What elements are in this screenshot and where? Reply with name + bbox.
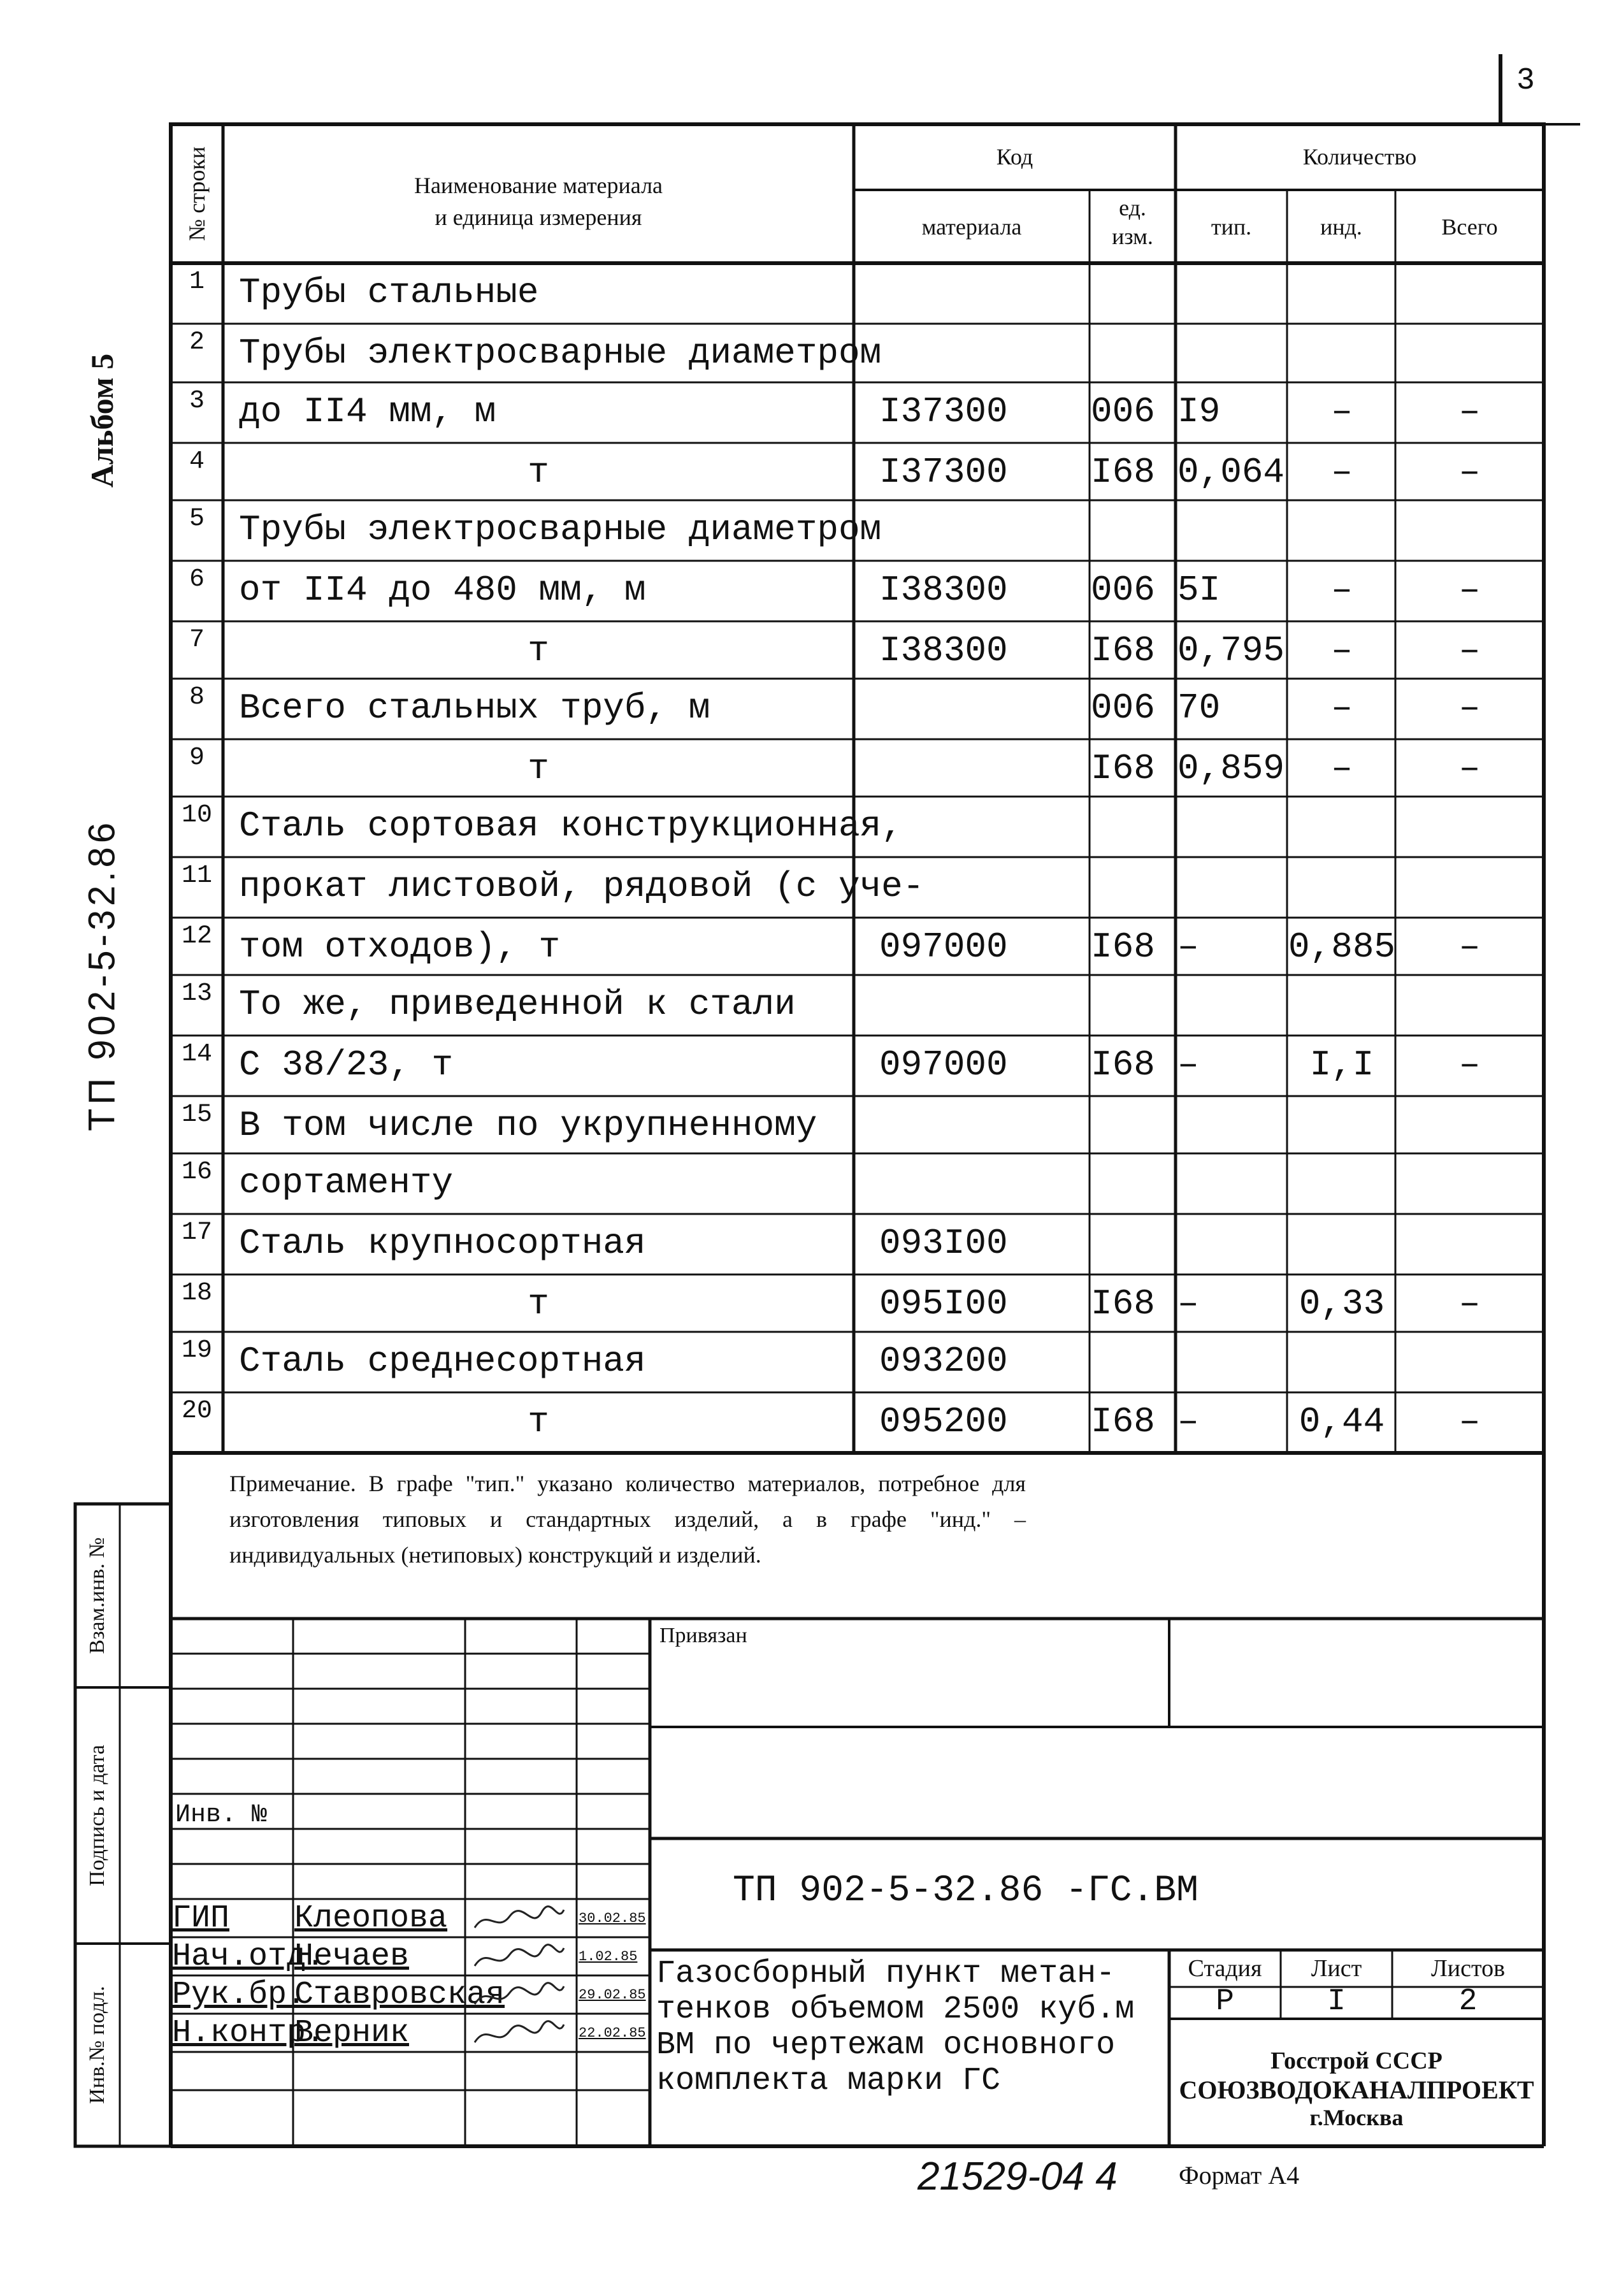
qty-typ: 70 bbox=[1177, 688, 1221, 728]
qty-ind: I,I bbox=[1309, 1044, 1374, 1085]
inventory-number-suffix: 4 bbox=[1095, 2155, 1118, 2199]
material-code: 093200 bbox=[879, 1341, 1008, 1382]
material-name: том отходов), т bbox=[239, 927, 561, 967]
material-name: Сталь среднесортная bbox=[239, 1341, 646, 1382]
unit-code bbox=[1091, 857, 1176, 916]
material-name: т bbox=[528, 1283, 549, 1324]
material-name: Сталь сортовая конструкционная, bbox=[239, 805, 903, 846]
material-code bbox=[879, 797, 1090, 856]
material-code: 093I00 bbox=[879, 1223, 1008, 1264]
qty-typ: 0,064 bbox=[1177, 452, 1285, 493]
qty-total: – bbox=[1458, 688, 1481, 728]
staff-name: Клеопова bbox=[294, 1900, 448, 1937]
material-code: 097000 bbox=[879, 927, 1008, 967]
title-line-3: ВМ по чертежам основного bbox=[656, 2027, 1116, 2063]
row-number: 5 bbox=[189, 505, 205, 533]
row-number: 11 bbox=[181, 862, 212, 890]
qty-ind bbox=[1288, 975, 1395, 1034]
qty-typ: – bbox=[1177, 1401, 1199, 1442]
material-name: С 38/23, т bbox=[239, 1044, 454, 1085]
qty-ind bbox=[1288, 1096, 1395, 1155]
staff-date: 30.02.85 bbox=[579, 1910, 646, 1926]
inventory-number-main: 21529-04 bbox=[917, 2155, 1085, 2199]
header-typ: тип. bbox=[1211, 214, 1252, 240]
org-city: г.Москва bbox=[1309, 2105, 1404, 2130]
qty-total bbox=[1395, 1214, 1544, 1273]
handwritten-signature bbox=[471, 1943, 567, 1975]
unit-code: 006 bbox=[1091, 688, 1155, 728]
row-number: 20 bbox=[181, 1397, 212, 1426]
header-quantity: Количество bbox=[1302, 144, 1417, 170]
qty-total: – bbox=[1458, 1283, 1481, 1324]
qty-total: – bbox=[1458, 452, 1481, 493]
qty-total: – bbox=[1458, 748, 1481, 789]
material-code bbox=[879, 1153, 1090, 1213]
qty-ind bbox=[1288, 797, 1395, 856]
row-number: 6 bbox=[189, 565, 205, 594]
qty-total bbox=[1395, 975, 1544, 1034]
inv-number-label: Инв. № bbox=[175, 1801, 268, 1830]
material-code: I38300 bbox=[879, 570, 1008, 610]
qty-total: – bbox=[1458, 1401, 1481, 1442]
qty-total bbox=[1395, 263, 1544, 322]
qty-typ: 0,795 bbox=[1177, 630, 1285, 671]
row-number: 9 bbox=[189, 744, 205, 772]
qty-total bbox=[1395, 1332, 1544, 1391]
row-number: 16 bbox=[181, 1158, 212, 1187]
qty-ind: – bbox=[1331, 630, 1353, 671]
material-code bbox=[879, 263, 1090, 322]
qty-ind bbox=[1288, 1214, 1395, 1273]
material-code bbox=[879, 857, 1090, 916]
unit-code bbox=[1091, 263, 1176, 322]
header-name-line2: и единица измерения bbox=[435, 205, 642, 230]
unit-code: I68 bbox=[1091, 748, 1155, 789]
material-code bbox=[879, 1096, 1090, 1155]
qty-typ: I9 bbox=[1177, 391, 1221, 432]
staff-date: 29.02.85 bbox=[579, 1987, 646, 2003]
row-number: 7 bbox=[189, 626, 205, 654]
unit-code: I68 bbox=[1091, 630, 1155, 671]
material-name: Всего стальных труб, м bbox=[239, 688, 710, 728]
header-material: материала bbox=[921, 214, 1022, 240]
qty-ind: – bbox=[1331, 391, 1353, 432]
material-name: сортаменту bbox=[239, 1162, 454, 1203]
qty-ind bbox=[1288, 263, 1395, 322]
staff-name: Ставровская bbox=[294, 1977, 505, 2013]
qty-typ: – bbox=[1177, 1044, 1199, 1085]
staff-role: Нач.отд. bbox=[172, 1939, 326, 1975]
staff-name: Верник bbox=[294, 2015, 410, 2051]
title-line-2: тенков объемом 2500 куб.м bbox=[656, 1991, 1135, 2028]
stage-label: Стадия bbox=[1188, 1955, 1262, 1982]
qty-typ bbox=[1177, 324, 1287, 383]
handwritten-signature bbox=[471, 2019, 567, 2052]
unit-code: I68 bbox=[1091, 927, 1155, 967]
qty-ind bbox=[1288, 324, 1395, 383]
qty-ind: – bbox=[1331, 748, 1353, 789]
material-code: 095I00 bbox=[879, 1283, 1008, 1324]
handwritten-signature bbox=[471, 1981, 567, 2014]
project-code-side: ТП 902-5-32.86 bbox=[81, 818, 123, 1132]
privyazan-label: Привязан bbox=[659, 1624, 747, 1647]
vzam-inv-label: Взам.инв. № bbox=[85, 1537, 109, 1654]
qty-typ bbox=[1177, 1096, 1287, 1155]
material-name: В том числе по укрупненному bbox=[239, 1105, 817, 1146]
qty-ind: – bbox=[1331, 570, 1353, 610]
qty-typ bbox=[1177, 857, 1287, 916]
unit-code: 006 bbox=[1091, 391, 1155, 432]
org-ministry: Госстрой СССР bbox=[1270, 2047, 1443, 2074]
qty-total: – bbox=[1458, 570, 1481, 610]
qty-ind: – bbox=[1331, 688, 1353, 728]
material-code: I37300 bbox=[879, 452, 1008, 493]
row-number: 15 bbox=[181, 1101, 212, 1129]
qty-typ bbox=[1177, 975, 1287, 1034]
unit-code bbox=[1091, 1332, 1176, 1391]
unit-code bbox=[1091, 1214, 1176, 1273]
qty-total: – bbox=[1458, 927, 1481, 967]
material-name: т bbox=[528, 452, 549, 493]
qty-typ bbox=[1177, 1153, 1287, 1213]
header-row-number: № строки bbox=[184, 146, 210, 242]
staff-name: Нечаев bbox=[294, 1939, 410, 1975]
unit-code bbox=[1091, 797, 1176, 856]
qty-total: – bbox=[1458, 630, 1481, 671]
row-number: 1 bbox=[189, 268, 205, 296]
row-number: 3 bbox=[189, 387, 205, 415]
row-number: 2 bbox=[189, 328, 205, 357]
qty-typ: 0,859 bbox=[1177, 748, 1285, 789]
footnote: Примечание. В графе "тип." указано количество материалов, потребное для изготовления типовых и стандартных изделий, а в графе "инд." – индивидуальных (нетиповых) конструкций и изделий. bbox=[229, 1471, 1026, 1568]
material-name: т bbox=[528, 1401, 549, 1442]
qty-typ bbox=[1177, 797, 1287, 856]
header-code: Код bbox=[996, 144, 1033, 170]
material-code bbox=[879, 324, 1090, 383]
qty-ind: 0,44 bbox=[1299, 1401, 1385, 1442]
qty-ind: 0,33 bbox=[1299, 1283, 1385, 1324]
row-number: 8 bbox=[189, 683, 205, 712]
material-name: Сталь крупносортная bbox=[239, 1223, 646, 1264]
unit-code: 006 bbox=[1091, 570, 1155, 610]
material-code bbox=[879, 975, 1090, 1034]
qty-total bbox=[1395, 857, 1544, 916]
header-ind: инд. bbox=[1320, 214, 1362, 240]
document-code: ТП 902-5-32.86 -ГС.ВМ bbox=[733, 1870, 1198, 1912]
org-name: СОЮЗВОДОКАНАЛПРОЕКТ bbox=[1179, 2076, 1534, 2104]
qty-typ bbox=[1177, 1332, 1287, 1391]
row-number: 18 bbox=[181, 1279, 212, 1308]
sheet-label: Лист bbox=[1311, 1955, 1362, 1982]
row-number: 17 bbox=[181, 1218, 212, 1247]
unit-code: I68 bbox=[1091, 1283, 1155, 1324]
qty-typ: – bbox=[1177, 927, 1199, 967]
qty-typ: – bbox=[1177, 1283, 1199, 1324]
qty-ind: 0,885 bbox=[1288, 927, 1396, 967]
qty-typ bbox=[1177, 263, 1287, 322]
row-number: 13 bbox=[181, 979, 212, 1008]
material-name: до II4 мм, м bbox=[239, 391, 496, 432]
qty-total bbox=[1395, 1153, 1544, 1213]
header-unit-line1: ед. bbox=[1119, 195, 1146, 220]
material-name: от II4 до 480 мм, м bbox=[239, 570, 646, 610]
qty-total bbox=[1395, 324, 1544, 383]
material-name: т bbox=[528, 748, 549, 789]
qty-total bbox=[1395, 1096, 1544, 1155]
unit-code bbox=[1091, 1096, 1176, 1155]
sheet-value: I bbox=[1327, 1984, 1346, 2019]
material-name: Трубы электросварные диаметром bbox=[239, 509, 882, 550]
material-code: 095200 bbox=[879, 1401, 1008, 1442]
staff-role: ГИП bbox=[172, 1900, 230, 1937]
qty-total bbox=[1395, 500, 1544, 560]
material-code bbox=[879, 679, 1090, 738]
stage-value: Р bbox=[1216, 1984, 1234, 2019]
material-code bbox=[879, 500, 1090, 560]
qty-total bbox=[1395, 797, 1544, 856]
qty-typ bbox=[1177, 500, 1287, 560]
row-number: 4 bbox=[189, 447, 205, 476]
qty-total: – bbox=[1458, 391, 1481, 432]
row-number: 10 bbox=[181, 801, 212, 830]
material-code: 097000 bbox=[879, 1044, 1008, 1085]
unit-code bbox=[1091, 1153, 1176, 1213]
material-name: Трубы электросварные диаметром bbox=[239, 333, 882, 373]
staff-date: 1.02.85 bbox=[579, 1949, 638, 1965]
drawing-title bbox=[656, 1956, 1134, 2099]
row-number: 12 bbox=[181, 922, 212, 951]
qty-ind: – bbox=[1331, 452, 1353, 493]
material-name: т bbox=[528, 630, 549, 671]
qty-ind bbox=[1288, 1332, 1395, 1391]
album-label: Альбом 5 bbox=[84, 353, 120, 488]
unit-code bbox=[1091, 324, 1176, 383]
material-code: I38300 bbox=[879, 630, 1008, 671]
sheets-label: Листов bbox=[1430, 1955, 1506, 1982]
unit-code bbox=[1091, 500, 1176, 560]
staff-role: Рук.бр. bbox=[172, 1977, 306, 2013]
unit-code bbox=[1091, 975, 1176, 1034]
inventory-number bbox=[917, 2154, 1118, 2199]
handwritten-signature bbox=[471, 1905, 567, 1937]
header-name-line1: Наименование материала bbox=[414, 173, 663, 198]
header-unit-line2: изм. bbox=[1112, 224, 1153, 249]
row-number: 14 bbox=[181, 1040, 212, 1069]
qty-ind bbox=[1288, 857, 1395, 916]
inv-podl-label: Инв.№ подл. bbox=[85, 1986, 109, 2104]
qty-typ: 5I bbox=[1177, 570, 1221, 610]
qty-ind bbox=[1288, 500, 1395, 560]
qty-ind bbox=[1288, 1153, 1395, 1213]
header-total: Всего bbox=[1441, 214, 1498, 240]
unit-code: I68 bbox=[1091, 452, 1155, 493]
unit-code: I68 bbox=[1091, 1401, 1155, 1442]
page-number: 3 bbox=[1516, 64, 1535, 98]
podpis-data-label: Подпись и дата bbox=[85, 1745, 109, 1886]
unit-code: I68 bbox=[1091, 1044, 1155, 1085]
material-code bbox=[879, 739, 1090, 798]
staff-date: 22.02.85 bbox=[579, 2025, 646, 2041]
sheets-value: 2 bbox=[1458, 1984, 1478, 2019]
qty-typ bbox=[1177, 1214, 1287, 1273]
title-line-4: комплекта марки ГС bbox=[656, 2063, 1001, 2099]
qty-total: – bbox=[1458, 1044, 1481, 1085]
material-name: То же, приведенной к стали bbox=[239, 984, 796, 1025]
paper-format: Формат А4 bbox=[1179, 2161, 1300, 2190]
material-code: I37300 bbox=[879, 391, 1008, 432]
material-name: прокат листовой, рядовой (с уче- bbox=[239, 866, 925, 907]
staff-role: Н.контр. bbox=[172, 2015, 326, 2051]
title-line-1: Газосборный пункт метан- bbox=[656, 1956, 1116, 1992]
row-number: 19 bbox=[181, 1336, 212, 1365]
material-name: Трубы стальные bbox=[239, 272, 539, 313]
